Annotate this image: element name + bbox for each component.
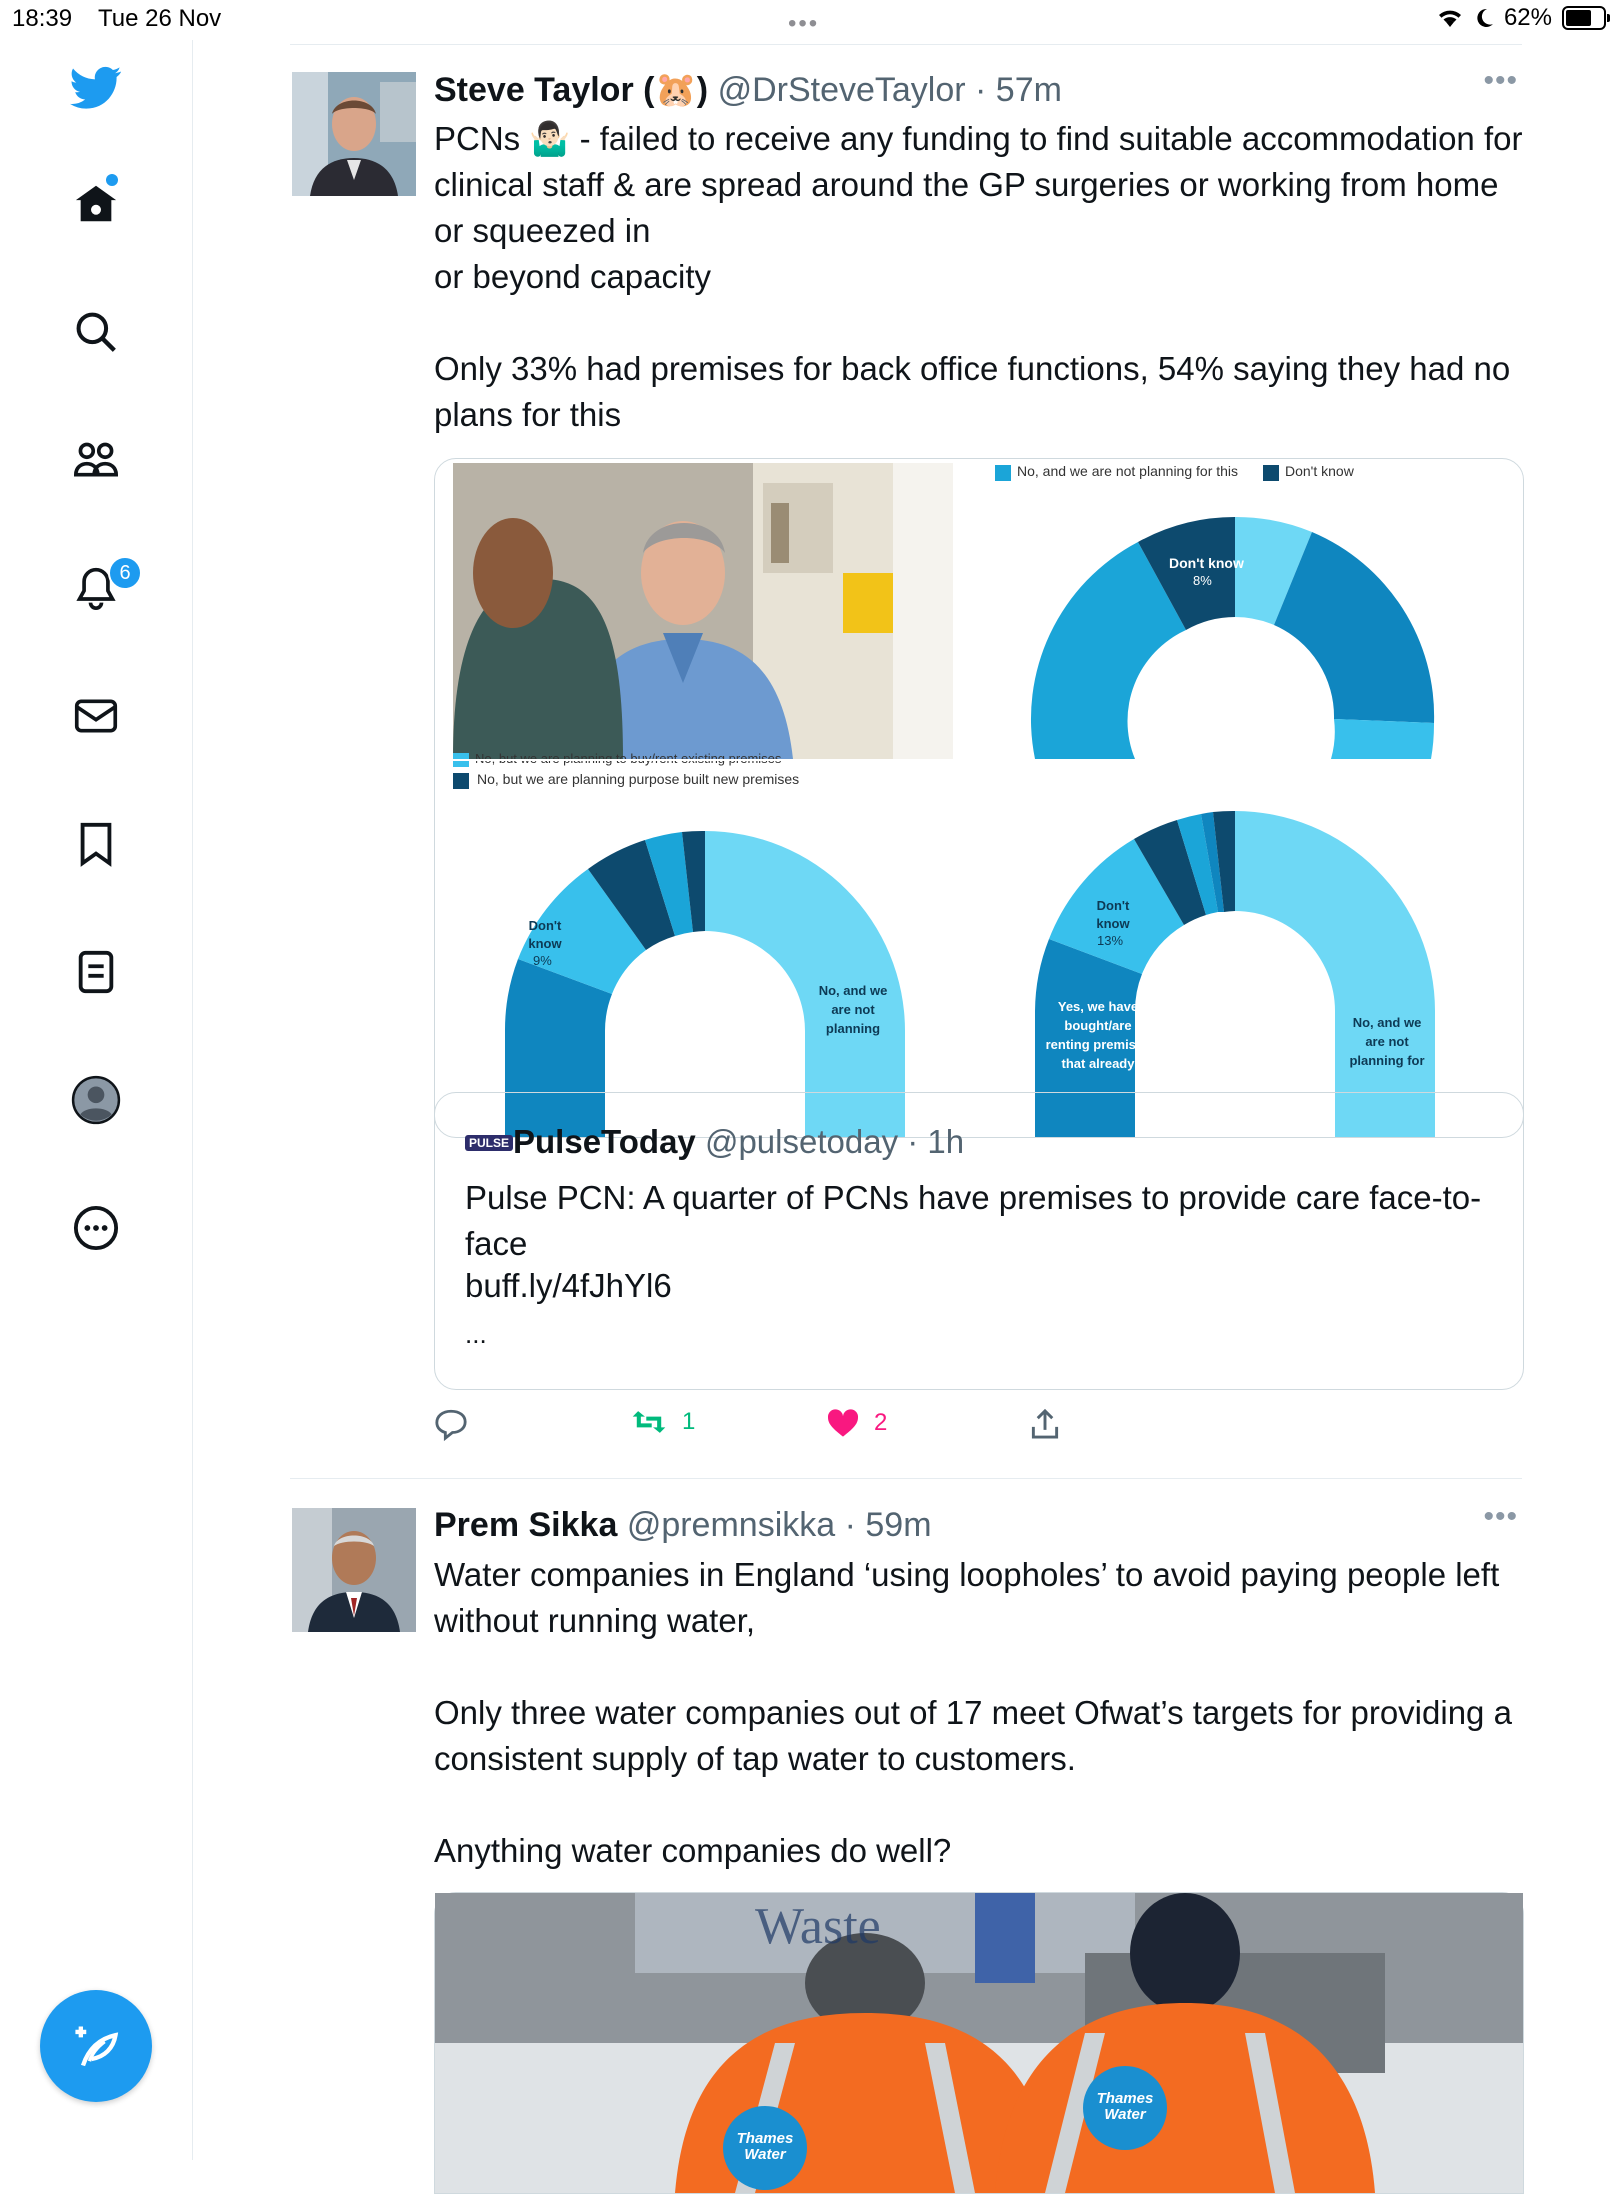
legend-label: No, but we are planning purpose built new premises: [477, 771, 800, 787]
photo-sign-text: Waste: [755, 1898, 881, 1955]
messages-icon[interactable]: [72, 692, 120, 740]
handle-and-time[interactable]: @DrSteveTaylor · 57m: [717, 71, 1062, 109]
tweet-photo-thames-water[interactable]: [434, 1892, 1524, 2194]
bookmarks-icon[interactable]: [72, 820, 120, 868]
donut-chart-face-to-face[interactable]: [979, 761, 1523, 1137]
status-time: 18:39: [12, 5, 73, 32]
tweet-header: [434, 1506, 932, 1545]
handle-and-time[interactable]: @premnsikka · 59m: [626, 1506, 932, 1544]
more-icon[interactable]: [72, 1204, 120, 1252]
retweet-button[interactable]: [630, 1408, 695, 1436]
retweet-icon: [630, 1408, 668, 1436]
status-bar: [0, 0, 1620, 40]
tweet-actions: [434, 1408, 1134, 1448]
grid-gap: [975, 459, 979, 1137]
chart-label: Don't know: [1169, 555, 1244, 571]
compose-tweet-button[interactable]: [40, 1990, 152, 2102]
pulse-logo: PULSE: [465, 1135, 513, 1151]
communities-icon[interactable]: [72, 436, 120, 484]
chart-label: No, and we are not planning for: [1349, 1015, 1425, 1068]
quote-ellipsis: ...: [465, 1319, 487, 1349]
tweet[interactable]: [292, 1500, 1522, 2163]
lists-icon[interactable]: [72, 948, 120, 996]
battery-icon: [1562, 6, 1606, 30]
legend-label: No, and we are not planning for this: [1017, 463, 1239, 479]
wifi-icon: [1436, 7, 1464, 29]
tweet-more-icon[interactable]: •••: [1483, 64, 1518, 97]
chart-label: 13%: [1097, 933, 1124, 948]
compose-feather-icon: [70, 2020, 122, 2072]
reply-icon: [434, 1408, 468, 1440]
quote-handle: @pulsetoday · 1h: [704, 1123, 965, 1160]
tweet-text: PCNs 🤷🏻‍♂️ - failed to receive any funding to find suitable accommodation for clinical staff & are spread around the GP surgeries or working from home or squeezed in or beyond capacity Only 33% had premises for back office functions, 54% saying they had no plans for this: [434, 120, 1523, 433]
share-button[interactable]: [1030, 1408, 1060, 1440]
twitter-logo-icon[interactable]: [72, 64, 120, 112]
home-icon[interactable]: [72, 180, 120, 228]
tweet-media-grid[interactable]: [434, 458, 1524, 1138]
quote-text: Pulse PCN: A quarter of PCNs have premises to provide care face-to-face: [465, 1179, 1482, 1262]
grid-gap: [435, 759, 1523, 761]
profile-icon[interactable]: [72, 1076, 120, 1124]
quote-tweet[interactable]: [434, 1092, 1524, 1390]
quote-link[interactable]: buff.ly/4fJhYl6: [465, 1267, 672, 1304]
photo-logo-text: Thames Water: [736, 2130, 794, 2163]
quote-display-name: PulseToday: [513, 1123, 696, 1160]
moon-icon: [1474, 7, 1494, 29]
tweet-text: Water companies in England ‘using loopholes’ to avoid paying people left without running water, Only three water companies out of 17 meet Ofwat’s targets for providing a consistent supply of tap water to customers. Anything water companies do well?: [434, 1556, 1512, 1869]
display-name[interactable]: Prem Sikka: [434, 1506, 618, 1544]
display-name[interactable]: Steve Taylor (🐹): [434, 71, 709, 109]
like-count: 2: [874, 1409, 888, 1436]
home-unread-dot: [106, 174, 118, 186]
timeline-top-divider: [290, 44, 1522, 45]
reply-button[interactable]: [434, 1408, 468, 1440]
tweet-divider: [290, 1478, 1522, 1479]
avatar[interactable]: [292, 72, 416, 196]
multitasking-dots[interactable]: •••: [788, 10, 820, 37]
battery-percent: 62%: [1503, 4, 1552, 31]
doctor-photo[interactable]: [453, 463, 953, 759]
chart-label: Don't know: [1096, 898, 1130, 931]
chart-label: 8%: [1193, 573, 1212, 588]
tweet-header: [434, 70, 1062, 110]
search-icon[interactable]: [72, 308, 120, 356]
chart-label: No, and we are not planning: [818, 983, 888, 1036]
heart-icon: [826, 1408, 860, 1438]
status-right: [1436, 4, 1606, 32]
chart-label: Don't know: [528, 918, 562, 951]
tweet-more-icon[interactable]: •••: [1483, 1500, 1518, 1533]
like-button[interactable]: [826, 1408, 887, 1438]
quote-header: [513, 1123, 964, 1161]
share-icon: [1030, 1408, 1060, 1440]
donut-chart-back-office[interactable]: [979, 459, 1523, 759]
status-date: Tue 26 Nov: [98, 5, 222, 32]
donut-chart-clinical[interactable]: [435, 761, 975, 1137]
chart-label: Yes, we have bought/are renting premises that already: [1045, 999, 1151, 1071]
legend-label: Don't know: [1285, 463, 1354, 479]
chart-label: 9%: [533, 953, 552, 968]
avatar[interactable]: [292, 1508, 416, 1632]
tweet[interactable]: [292, 64, 1523, 1470]
retweet-count: 1: [682, 1408, 696, 1435]
photo-logo-text: Thames Water: [1096, 2090, 1154, 2123]
notifications-badge: 6: [108, 556, 142, 590]
